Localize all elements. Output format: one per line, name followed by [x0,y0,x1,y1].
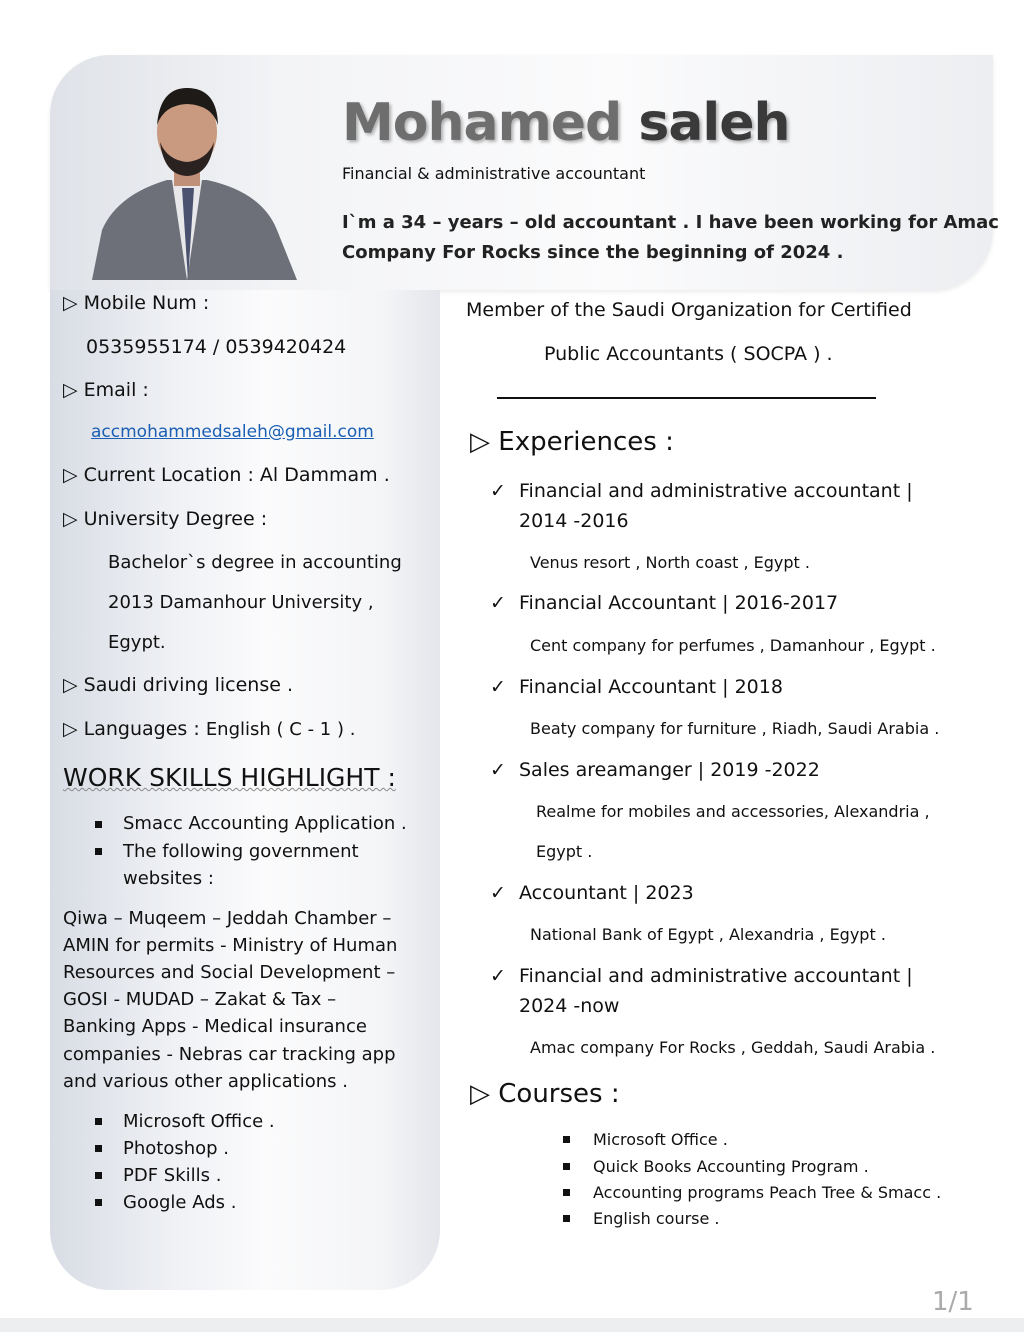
skill-item: Smacc Accounting Application . [123,813,407,834]
course-item: English course . [593,1209,720,1228]
check-icon: ✓ [490,676,506,698]
websites-line: Resources and Social Development – [63,962,396,983]
courses-title: ▷ Courses : [470,1079,620,1109]
profile-photo [72,80,302,280]
summary-line: Company For Rocks since the beginning of 2024 . [342,242,844,263]
experience-title: Financial Accountant | 2018 [519,676,783,698]
course-item: Microsoft Office . [593,1130,728,1149]
job-title: Financial & administrative accountant [342,164,646,183]
experience-title: Financial and administrative accountant | [519,965,913,987]
websites-line: GOSI - MUDAD – Zakat & Tax – [63,989,337,1010]
tool-item: Photoshop . [123,1138,230,1159]
websites-line: and various other applications . [63,1071,348,1092]
course-item: Quick Books Accounting Program . [593,1157,869,1176]
tool-item: Google Ads . [123,1192,237,1213]
experience-title: Financial and administrative accountant | [519,480,913,502]
check-icon: ✓ [490,480,506,502]
experiences-title: ▷ Experiences : [470,427,674,457]
websites-line: AMIN for permits - Ministry of Human [63,935,398,956]
bullet-icon [95,821,102,828]
location: ▷ Current Location : Al Dammam . [63,464,390,486]
bullet-icon [95,1199,102,1206]
candidate-name: Mohamed saleh [342,93,790,153]
bullet-icon [95,1172,102,1179]
email-link[interactable]: accmohammedsaleh@gmail.com [91,422,374,442]
divider [497,397,876,399]
skill-item: The following government [123,841,359,862]
experience-place: Egypt . [536,842,593,861]
driving-license: ▷ Saudi driving license . [63,674,293,696]
languages: ▷ Languages : English ( C - 1 ) . [63,718,356,740]
experience-title: Financial Accountant | 2016-2017 [519,592,839,614]
bullet-icon [563,1215,570,1222]
mobile-value: 0535955174 / 0539420424 [86,336,347,358]
bullet-icon [95,1118,102,1125]
tool-item: Microsoft Office . [123,1111,275,1132]
experience-place: National Bank of Egypt , Alexandria , Egypt . [530,925,886,944]
course-item: Accounting programs Peach Tree & Smacc . [593,1183,942,1202]
check-icon: ✓ [490,759,506,781]
websites-line: companies - Nebras car tracking app [63,1044,396,1065]
bullet-icon [563,1189,570,1196]
experience-place: Cent company for perfumes , Damanhour , Egypt . [530,636,936,655]
page-indicator: 1/1 [932,1287,974,1317]
skills-title: WORK SKILLS HIGHLIGHT : [63,763,396,792]
bullet-icon [95,1145,102,1152]
bullet-icon [563,1136,570,1143]
experience-place: Beaty company for furniture , Riadh, Saudi Arabia . [530,719,940,738]
degree-line: 2013 Damanhour University , [108,592,374,613]
experience-title: Accountant | 2023 [519,882,694,904]
skill-item: websites : [123,868,214,889]
experience-title: 2014 -2016 [519,510,629,532]
check-icon: ✓ [490,592,506,614]
mobile-label: ▷ Mobile Num : [63,292,210,314]
check-icon: ✓ [490,965,506,987]
tool-item: PDF Skills . [123,1165,222,1186]
experience-title: Sales areamanger | 2019 -2022 [519,759,820,781]
degree-label: ▷ University Degree : [63,508,268,530]
bullet-icon [95,848,102,855]
check-icon: ✓ [490,882,506,904]
degree-line: Egypt. [108,632,166,653]
experience-place: Realme for mobiles and accessories, Alexandria , [536,802,930,821]
websites-line: Qiwa – Muqeem – Jeddah Chamber – [63,908,392,929]
experience-place: Amac company For Rocks , Geddah, Saudi Arabia . [530,1038,936,1057]
email-label: ▷ Email : [63,379,149,401]
degree-line: Bachelor`s degree in accounting [108,552,402,573]
summary-line: I`m a 34 – years – old accountant . I have been working for Amac [342,212,999,233]
experience-place: Venus resort , North coast , Egypt . [530,553,810,572]
membership-line: Member of the Saudi Organization for Certified [466,299,912,321]
bullet-icon [563,1163,570,1170]
websites-line: Banking Apps - Medical insurance [63,1016,367,1037]
experience-title: 2024 -now [519,995,620,1017]
membership-line: Public Accountants ( SOCPA ) . [544,343,833,365]
bottom-bar [0,1318,1024,1332]
